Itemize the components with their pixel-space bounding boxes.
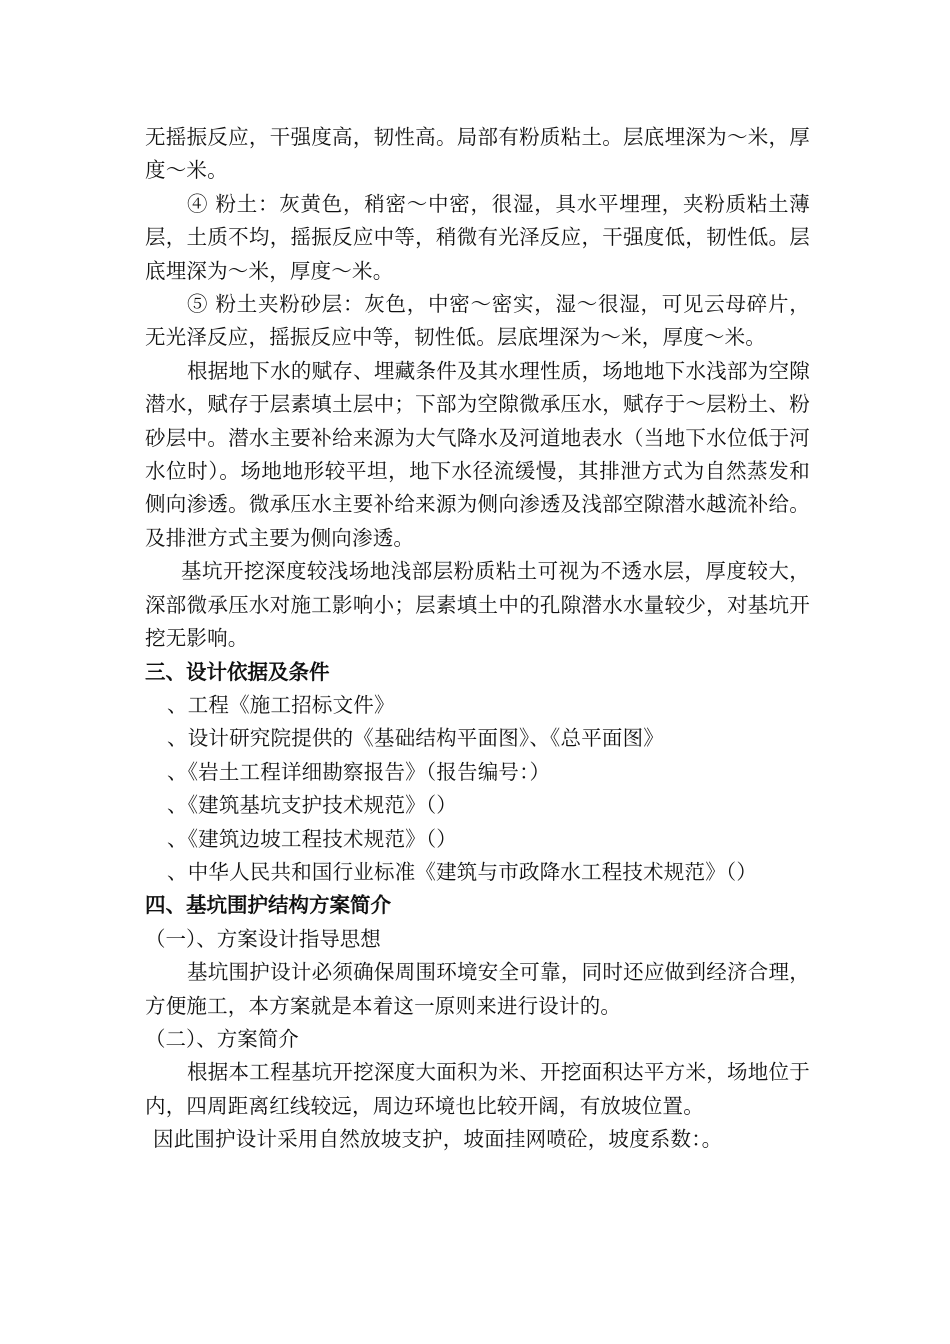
- subsection-title-scheme-summary: （二）、方案简介: [145, 1026, 299, 1051]
- paragraph-soil-layer-3-continued: 无摇振反应，干强度高，韧性高。局部有粉质粘土。层底埋深为～米，厚度～米。: [145, 125, 810, 183]
- paragraph-excavation-impact: 基坑开挖深度较浅场地浅部层粉质粘土可视为不透水层，厚度较大，深部微承压水对施工影响小；层素填土中的孔隙潜水水量较少，对基坑开挖无影响。: [145, 559, 810, 651]
- list-item: 、《建筑边坡工程技术规范》（）: [167, 826, 457, 851]
- list-item: 、设计研究院提供的《基础结构平面图》、《总平面图》: [167, 726, 664, 751]
- document-page: [145, 121, 810, 1157]
- list-item: 、《建筑基坑支护技术规范》（）: [167, 793, 457, 818]
- section-heading-retaining-structure: 四、基坑围护结构方案简介: [145, 893, 391, 918]
- list-item: 、《岩土工程详细勘察报告》（报告编号：）: [167, 759, 551, 784]
- list-item: 、中华人民共和国行业标准《建筑与市政降水工程技术规范》（）: [167, 859, 758, 884]
- list-item: 、工程《施工招标文件》: [167, 692, 395, 717]
- subsection-title-guiding-idea: （一）、方案设计指导思想: [145, 926, 381, 951]
- paragraph-scheme-support: 因此围护设计采用自然放坡支护，坡面挂网喷砼，坡度系数：。: [153, 1127, 723, 1152]
- paragraph-guiding-idea: 基坑围护设计必须确保周围环境安全可靠，同时还应做到经济合理，方便施工，本方案就是本着这一原则来进行设计的。: [145, 960, 810, 1018]
- paragraph-soil-layer-5: ⑤ 粉土夹粉砂层：灰色，中密～密实，湿～很湿，可见云母碎片，无光泽反应，摇振反应中等，韧性低。层底埋深为～米，厚度～米。: [145, 292, 810, 350]
- paragraph-groundwater: 根据地下水的赋存、埋藏条件及其水理性质，场地地下水浅部为空隙潜水，赋存于层素填土层中；下部为空隙微承压水，赋存于～层粉土、粉砂层中。潜水主要补给来源为大气降水及河道地表水（当地下水位低于河水位时）。场地地形较平坦，地下水径流缓慢，其排泄方式为自然蒸发和侧向渗透。微承压水主要补给来源为侧向渗透及浅部空隙潜水越流补给。及排泄方式主要为侧向渗透。: [145, 358, 810, 550]
- paragraph-scheme-summary: 根据本工程基坑开挖深度大面积为米、开挖面积达平方米，场地位于内，四周距离红线较远，周边环境也比较开阔，有放坡位置。: [145, 1060, 810, 1118]
- section-heading-design-basis: 三、设计依据及条件: [145, 659, 330, 684]
- paragraph-soil-layer-4: ④ 粉土：灰黄色，稍密～中密，很湿，具水平埋理，夹粉质粘土薄层，土质不均，摇振反应中等，稍微有光泽反应，干强度低，韧性低。层底埋深为～米，厚度～米。: [145, 191, 810, 283]
